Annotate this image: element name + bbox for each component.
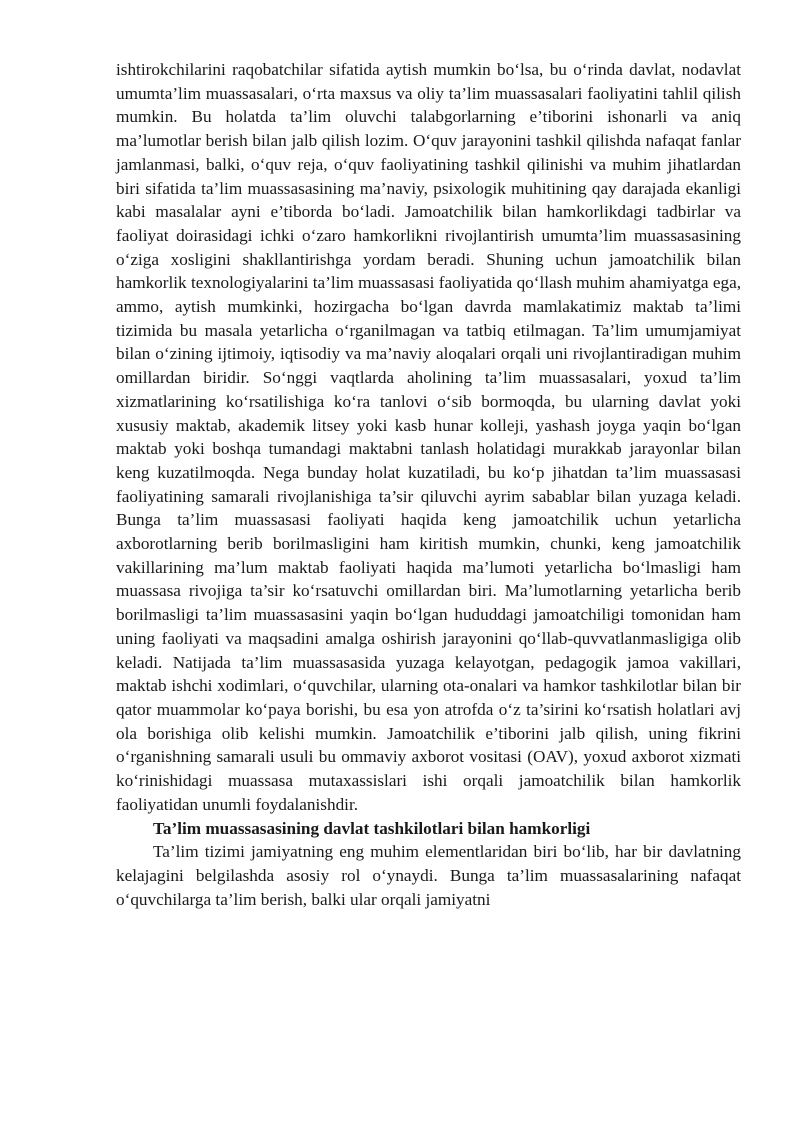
body-paragraph: ishtirokchilarini raqobatchilar sifatida aytish mumkin bo‘lsa, bu o‘rinda davlat, nodavlat umumta’lim muassasalari, o‘rta maxsus va oliy ta’lim muassasalari faoliyatini tahlil qilish mumkin. Bu holatda ta’lim oluvchi talabgorlarning e’tiborini ishonarli va aniq ma’lumotlar berish bilan jalb qilish lozim. O‘quv jarayonini tashkil qilishda nafaqat fanlar jamlanmasi, balki, o‘quv reja, o‘quv faoliyatining tashkil qilinishi va muhim jihatlardan biri sifatida ta’lim muassasasining ma’naviy, psixologik muhitining qay darajada ekanligi kabi masalalar ayni e’tiborda bo‘ladi. Jamoatchilik bilan hamkorlikdagi tadbirlar va faoliyat doirasidagi ichki o‘zaro hamkorlikni rivojlantirish umumta’lim muassasasining o‘ziga xosligini shakllantirishga yordam beradi. Shuning uchun jamoatchilik bilan hamkorlik texnologiyalarini ta’lim muassasasi faoliyatida qo‘llash muhim ahamiyatga ega, ammo, aytish mumkinki, hozirgacha bo‘lgan davrda mamlakatimiz maktab ta’limi tizimida bu masala yetarlicha o‘rganilmagan va tatbiq etilmagan. Ta’lim umumjamiyat bilan o‘zining ijtimoiy, iqtisodiy va ma’naviy aloqalari orqali uni rivojlantiradigan muhim omillardan biridir. So‘nggi vaqtlarda aholining ta’lim muassasalari, yoxud ta’lim xizmatlarining ko‘rsatilishiga ko‘ra tanlovi o‘sib bormoqda, bu ularning davlat yoki xususiy maktab, akademik litsey yoki kasb hunar kolleji, yashash joyga yaqin bo‘lgan maktab yoki boshqa tumandagi maktabni tanlash holatidagi murakkab jarayonlar bilan keng kuzatilmoqda. Nega bunday holat kuzatiladi, bu ko‘p jihatdan ta’lim muassasasi faoliyatining samarali rivojlanishiga ta’sir qiluvchi ayrim sabablar bilan yuzaga keladi. Bunga ta’lim muassasasi faoliyati haqida keng jamoatchilik uchun yetarlicha axborotlarning berib borilmasligini ham kiritish mumkin, chunki, keng jamoatchilik vakillarining ma’lum maktab faoliyati haqida ma’lumoti yetarlicha bo‘lmasligi ham muassasa rivojiga ta’sir ko‘rsatuvchi omillardan biri. Ma’lumotlarning yetarlicha berib borilmasligi ta’lim muassasasini yaqin bo‘lgan hududdagi jamoatchiligi tomonidan ham uning faoliyati va maqsadini amalga oshirish jarayonini qo‘llab-quvvatlanmasligiga olib keladi. Natijada ta’lim muassasasida yuzaga kelayotgan, pedagogik jamoa vakillari, maktab ishchi xodimlari, o‘quvchilar, ularning ota-onalari va hamkor tashkilotlar bilan bir qator muammolar ko‘paya borishi, bu esa yon atrofda o‘z ta’sirini ko‘rsatish holatlari avj ola borishiga olib kelishi mumkin. Jamoatchilik e’tiborini jalb qilish, uning fikrini o‘rganishning samarali usuli bu ommaviy axborot vositasi (OAV), yoxud axborot xizmati ko‘rinishidagi muassasa mutaxassislari ishi orqali jamoatchilik bilan hamkorlik faoliyatidan unumli foydalanishdir. xyxy=(116,60,741,814)
document-page xyxy=(116,58,741,911)
body-paragraph-continued: Ta’lim tizimi jamiyatning eng muhim elementlaridan biri bo‘lib, har bir davlatning kelajagini belgilashda asosiy rol o‘ynaydi. Bunga ta’lim muassasalarining nafaqat o‘quvchilarga ta’lim berish, balki ular orqali jamiyatni xyxy=(116,842,741,909)
section-heading: Ta’lim muassasasining davlat tashkilotlari bilan hamkorligi xyxy=(153,818,591,838)
